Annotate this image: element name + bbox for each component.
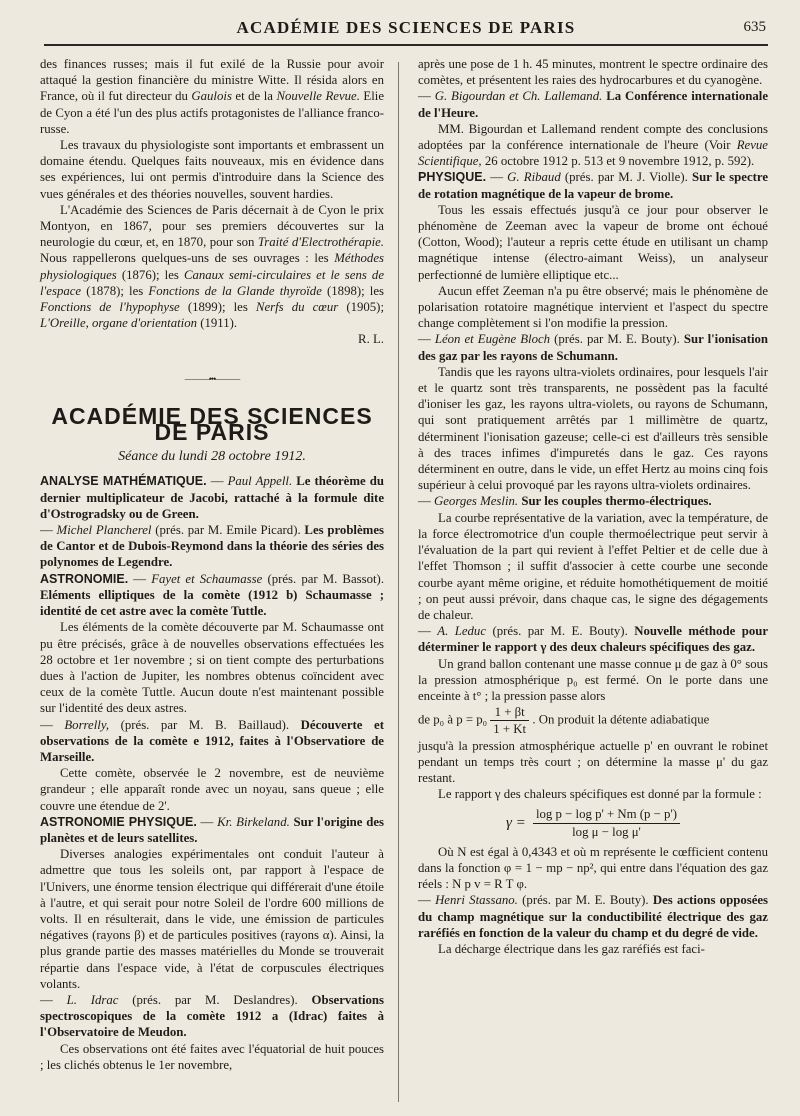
session-date: Séance du lundi 28 octobre 1912.	[118, 449, 306, 465]
page-header	[44, 16, 768, 46]
section-heading: ACADÉMIE DES SCIENCES DE PARIS	[51, 402, 373, 446]
right-column	[418, 56, 768, 957]
gamma-formula: γ = $\frac{\text{log p − log p' + Nm (p − p')}}{\text{log μ − log μ'}}$	[418, 806, 768, 839]
entry: — Léon et Eugène Bloch (prés. par M. E. Bouty). Sur l'ionisation des gaz par les rayons de Schumann.	[418, 332, 769, 363]
entry: — Michel Plancherel (prés. par M. Emile Picard). Les problèmes de Cantor et de Dubois-Reymond dans la théorie des séries des polynomes de Legendre.	[40, 523, 384, 570]
paragraph: Le rapport γ des chaleurs spécifiques est donné par la formule :	[438, 787, 762, 802]
left-column	[40, 56, 384, 1073]
running-title: ACADÉMIE DES SCIENCES DE PARIS	[236, 18, 576, 37]
paragraph: Où N est égal à 0,4343 et où m représente le cœfficient contenu dans la fonction φ = 1 − mp − np², qui entre dans l'équation des gaz réels : N p v = R T φ.	[418, 844, 768, 892]
entry: — A. Leduc (prés. par M. E. Bouty). Nouvelle méthode pour déterminer le rapport γ des deux chaleurs spécifiques des gaz.	[418, 624, 769, 655]
page-number: 635	[743, 19, 766, 35]
paragraph: après une pose de 1 h. 45 minutes, montrent le spectre ordinaire des comètes, et présentent les raies des hydrocarbures et du cyanogène.	[418, 57, 768, 88]
formula-line: de p₀ à p = p₀ $\frac{1 + \beta t}{1 + Kt}$ . On produit la détente adiabatique	[418, 705, 710, 737]
paragraph: Cette comète, observée le 2 novembre, est de neuvième grandeur ; elle apparaît ronde avec un noyau, sans queue ; elle couvre une étendue de 2'.	[40, 766, 384, 813]
fraction: $\frac{1 + \beta t}{1 + Kt}$	[490, 704, 529, 737]
column-divider	[398, 62, 399, 1102]
paragraph: Un grand ballon contenant une masse connue μ de gaz à 0° sous la pression atmosphérique p₀ est fermé. On le porte dans une enceinte à t° ; la pression passe alors	[418, 656, 768, 703]
paragraph: La courbe représentative de la variation, avec la température, de la force électromotrice d'un couple thermoélectrique peut servir à l'évaluation de la part qui revient à l'effet Peltier et de celle due à l'effet Thomson ; il suffit d'associer à cette courbe une seconde courbe ayant même origine, et réduite homothétiquement de moitié ; on peut aussi prévoir, dans chaque cas, le signe des dégagements de chaleur.	[418, 510, 768, 622]
ornament-divider: ———•••———	[184, 373, 240, 384]
paragraph: Ces observations ont été faites avec l'équatorial de huit pouces ; les clichés obtenus le 1er novembre,	[40, 1041, 384, 1072]
paragraph: Tous les essais effectués jusqu'à ce jour pour observer le phénomène de Zeeman avec la vapeur de brome ont échoué (Cotton, Wood); l'auteur a repris cette étude en utilisant un champ magnétique intense (électro-aimant Weiss), un analyseur perfectionné de lumière elliptique etc...	[418, 202, 768, 282]
paragraph: Diverses analogies expérimentales ont conduit l'auteur à admettre que tous les soleils ont, par rapport à l'espace de l'Univers, une énorme tension électrique qui différerait d'une étoile à l'autre, et qui serait pour notre Soleil de l'ordre 600 millions de volts. Il en résulterait, dans le vide, une émission de particules négatives (rayons β) et de particules positives (rayons α). Ainsi, la plus grande partie des masses matérielles du Monde se trouverait répartie dans l'espace vide, à l'état de corpuscules électriques volants.	[40, 847, 384, 991]
entry: ASTRONOMIE. — Fayet et Schaumasse (prés. par M. Bassot). Eléments elliptiques de la comète (1912 b) Schaumasse ; identité de cet astre avec la comète Tuttle.	[40, 571, 385, 619]
paragraph: Aucun effet Zeeman n'a pu être observé; mais le phénomène de polarisation rotatoire magnétique intervient et l'aspect du spectre change complètement si l'on modifie la pression.	[418, 283, 768, 331]
entry: — L. Idrac (prés. par M. Deslandres). Observations spectroscopiques de la comète 1912 a (Idrac) faites à l'Observatoire de Meudon.	[40, 992, 385, 1040]
entry: PHYSIQUE. — G. Ribaud (prés. par M. J. Violle). Sur le spectre de rotation magnétique de la vapeur de brome.	[418, 170, 769, 201]
entry: — Borrelly, (prés. par M. B. Baillaud). Découverte et observations de la comète e 1912, faites à l'Observatiore de Marseille.	[40, 717, 384, 764]
paragraph: L'Académie des Sciences de Paris décernait à de Cyon le prix Montyon, en 1867, pour ses premiers découvertes sur la neurologie du cœur, et, en 1870, pour son Traité d'Electrothérapie. Nous rappellerons quelques-uns de ses ouvrages : les Méthodes physiologiques (1876); les Canaux semi-circulaires et le sens de l'espace (1878); les Fonctions de la Glande thyroïde (1898); les Fonctions de l'hypophyse (1899); les Nerfs du cœur (1905); L'Oreille, organe d'orientation (1911).	[40, 202, 385, 331]
entry: ANALYSE MATHÉMATIQUE. — Paul Appell. Le théorème du dernier multiplicateur de Jacobi, rattaché à la formule dite d'Ostrogradsky ou de Green.	[40, 474, 384, 521]
paragraph: des finances russes; mais il fut exilé de la Russie pour avoir attaqué la gestion financière du ministre Witte. Il résida alors en France, où il fut directeur du Gaulois et de la Nouvelle Revue. Elie de Cyon a été l'un des plus actifs protagonistes de l'alliance franco-russe.	[40, 57, 385, 136]
paragraph: Tandis que les rayons ultra-violets ordinaires, pour lesquels l'air et le quartz sont très transparents, ne possèdent pas la faculté d'ioniser les gaz, les rayons ultra-violets, ou rayons de Schumann, qui sont pratiquement arrêtés par 1 millimètre de quartz, déterminent l'ionisation gazeuse; celle-ci est d'ailleurs très sensible à des traces infimes d'impuretés dans le gaz. Ces rayons déterminent en outre, dans le vide, un effet Hertz au moins cinq fois supérieur à celui provoqué par les rayons ultra-violets ordinaires.	[418, 364, 768, 493]
entry: — G. Bigourdan et Ch. Lallemand. La Conférence internationale de l'Heure.	[418, 89, 769, 120]
paragraph: jusqu'à la pression atmosphérique actuelle p' en ouvrant le robinet pendant un temps très court ; on détermine la masse μ' du gaz restant.	[418, 738, 768, 785]
paragraph: La décharge électrique dans les gaz raréfiés est faci-	[438, 941, 705, 956]
fraction: $\frac{\text{log p − log p' + Nm (p − p')}}{\text{log μ − log μ'}}$	[533, 806, 680, 839]
entry: — Georges Meslin. Sur les couples thermo-électriques.	[418, 494, 712, 509]
paragraph: Les éléments de la comète découverte par M. Schaumasse ont pu être précisés, grâce à de nouvelles observations effectuées les 28 octobre et 1er novembre ; si on tient compte des perturbations dues à l'action de Jupiter, les nombres obtenus coïncident avec ceux de la comète Tuttle. Aucun doute n'est maintenant possible sur l'identité des deux astres.	[40, 620, 384, 716]
paragraph: MM. Bigourdan et Lallemand rendent compte des conclusions adoptées par la conférence internationale de l'heure (Voir Revue Scientifique, 26 octobre 1912 p. 513 et 9 novembre 1912, p. 592).	[418, 121, 768, 169]
paragraph: Les travaux du physiologiste sont importants et embrassent un domaine étendu. Quelques faits nouveaux, mis en évidence dans ses expériences, lui ont permis d'introduire dans la Science des vues générales et des théories nouvelles, souvent hardies.	[40, 138, 384, 201]
entry: — Henri Stassano. (prés. par M. E. Bouty). Des actions opposées du champ magnétique sur la conductibilité électrique des gaz raréfiés en fonction de la valeur du champ et du degré de vide.	[418, 893, 769, 940]
signature: R. L.	[358, 332, 384, 347]
entry: ASTRONOMIE PHYSIQUE. — Kr. Birkeland. Sur l'origine des planètes et de leurs satellites.	[40, 814, 384, 845]
